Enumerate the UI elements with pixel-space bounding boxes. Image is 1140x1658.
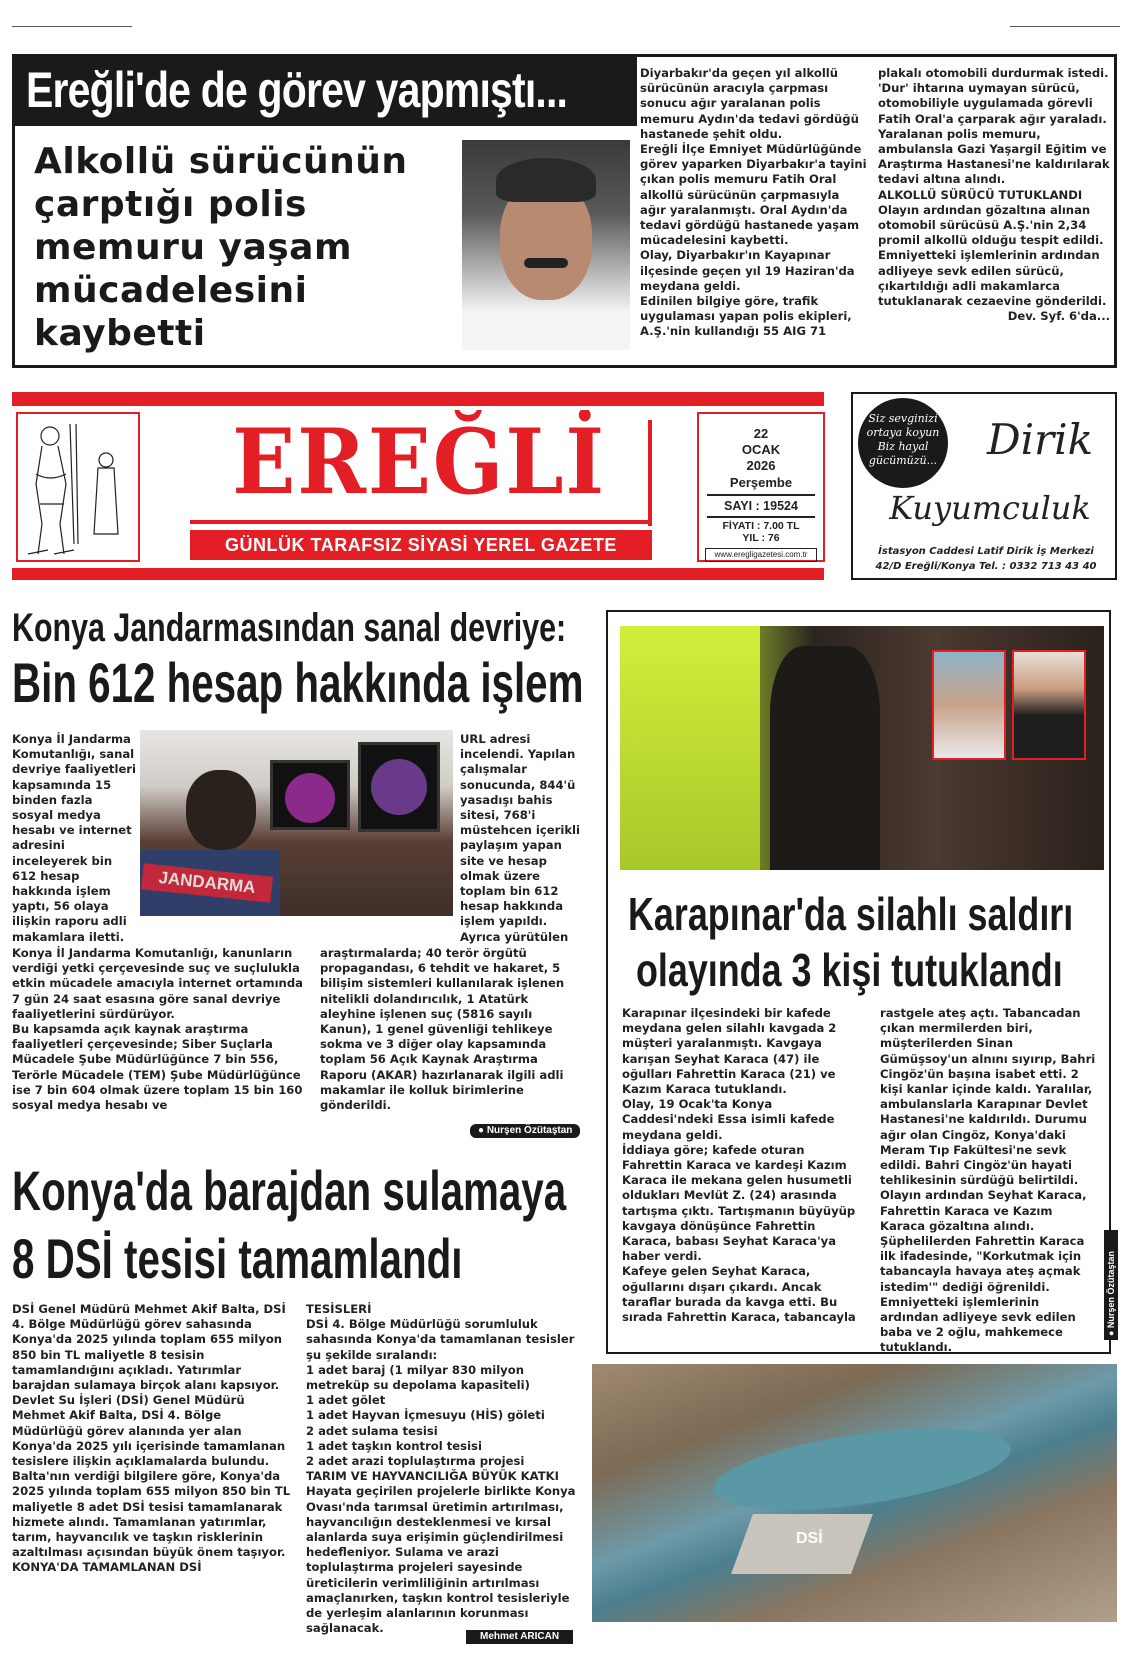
headline-line: mücadelesini (34, 270, 308, 311)
paragraph: Ereğli İlçe Emniyet Müdürlüğünde görev yaparken Diyarbakır'a tayini çıkan polis memuru Fatih Oral alkollü sürücünün çarpmasıyla ağır yaralanmıştı. Oral Aydın'da tedavi gördüğü hastanede yaşam mücadelesini kaybetti. (640, 142, 867, 248)
headline-line: çarptığı polis (34, 184, 307, 225)
list-item: 1 adet baraj (1 milyar 830 milyon metreküp su depolama kapasiteli) (306, 1362, 530, 1393)
jandarma-vest-label: JANDARMA (141, 863, 273, 902)
karapinar-byline: ● Nurşen Özütaştan (1104, 1230, 1118, 1340)
suspect-photo-2 (1012, 650, 1086, 760)
karapinar-headline-line-1[interactable]: Karapınar'da silahlı saldırı (628, 888, 1074, 940)
divider (707, 494, 815, 496)
paragraph: Bu kapsamda açık kaynak araştırma faaliyetleri çerçevesinde; Siber Suçlarla Mücadele Şube Müdürlüğünce 7 bin 556, Terörle Mücadele (TEM) Şube Müdürlüğünce ise 7 bin 604 olmak üzere toplam 15 bin 160 sosyal medya hesabı ve (12, 1022, 303, 1113)
kicker-text: Ereğli'de de görev yapmıştı... (26, 62, 568, 118)
dsi-headline-line-1[interactable]: Konya'da barajdan sulamaya (12, 1159, 567, 1222)
paragraph: Devlet Su İşleri (DSİ) Genel Müdürü Mehmet Akif Balta, DSİ 4. Bölge Müdürlüğü görev alanında yer alan Konya'da 2025 yılı içerisinde tamamlanan tesislere ilişkin açıklamalarda bulundu. (12, 1393, 286, 1469)
hittite-relief-logo (16, 412, 140, 562)
subheading: TESİSLERİ (306, 1302, 372, 1316)
suspect-photo-1 (932, 650, 1006, 760)
jandarma-kicker: Konya Jandarmasından sanal devriye: (12, 606, 567, 650)
ad-slogan-line: Biz hayal (877, 440, 929, 453)
paragraph: Konya İl Jandarma Komutanlığı, kanunların verdiği yetki çerçevesinde suç ve suçlulukla etkin mücadele amacıyla internet ortamında 7 gün 24 saat esasına göre sanal devriye faaliyetlerini sürdürüyor. (12, 946, 303, 1021)
dsi-headline-line-2[interactable]: 8 DSİ tesisi tamamlandı (12, 1227, 463, 1290)
paragraph: Balta'nın verdiği bilgilere göre, Konya'da 2025 yılında toplam 655 milyon 850 bin TL maliyetle 8 adet DSİ tesisi tamamlanarak hizmete alındı. Tamamlanan yatırımlar, tarım, hayvancılık ve taşkın risklerinin azaltılması açısından büyük önem taşıyor. (12, 1469, 291, 1560)
issue-info-box (697, 412, 825, 562)
headline-line: memuru yaşam (34, 227, 352, 268)
website-link[interactable]: www.eregligazetesi.com.tr (705, 548, 817, 562)
paragraph: Olay, 19 Ocak'ta Konya Caddesi'ndeki Essa isimli kafede meydana geldi. (622, 1097, 835, 1142)
newspaper-title[interactable] (196, 410, 642, 514)
dam-aerial-photo (592, 1364, 1117, 1622)
issue-number: SAYI : 19524 (724, 499, 798, 513)
title-underline (190, 520, 650, 524)
dam-label: DSİ (796, 1530, 823, 1547)
paragraph: Olayın ardından Seyhat Karaca, Fahrettin Karaca ve Kazım Karaca gözaltına alındı. Şüphelilerden Fahrettin Karaca ilk ifadesinde, "Korkutmak için tabancayla havaya ateş açmak istedim'" dediği öğrenildi. Emniyetteki işlemlerinin ardından adliyeye sevk edilen baba ve 2 oğlu, mahkemece tutuklandı. (880, 1188, 1087, 1355)
continued-link[interactable]: Dev. Syf. 6'da... (1007, 309, 1110, 324)
paragraph: rastgele ateş açtı. Tabancadan çıkan mermilerden biri, müşterilerden Sinan Gümüşsoy'un alnını sıyırıp, Bahri Cingöz'ün başına isabet etti. 2 kişi kanlar içinde kaldı. Yaralılar, ambulanslarla Karapınar Devlet Hastanesi'ne kaldırıldı. Durumu ağır olan Cingöz, Konya'daki Meram Tıp Fakültesi'ne sevk edildi. Bahri Cingöz'ün hayati tehlikesinin sürdüğü belirtildi. (880, 1006, 1096, 1188)
ad-address (860, 544, 1112, 574)
headline-line: Alkollü sürücünün (34, 141, 408, 182)
top-rule-left (12, 26, 132, 27)
list-item: 2 adet sulama tesisi (306, 1423, 438, 1438)
top-story-headline[interactable] (34, 140, 454, 355)
subheading: TARIM VE HAYVANCILIĞA BÜYÜK KATKI (306, 1469, 559, 1484)
dsi-column-1 (12, 1302, 292, 1576)
karapinar-column-1 (622, 1006, 867, 1325)
issue-year: 2026 (746, 458, 776, 473)
list-item: 2 adet arazi toplulaştırma projesi (306, 1454, 525, 1469)
headline-line: kaybetti (34, 313, 206, 354)
jandarma-headline[interactable]: Bin 612 hesap hakkında işlem (12, 651, 584, 714)
karapinar-column-2 (880, 1006, 1098, 1356)
top-story-kicker (12, 54, 637, 126)
jandarma-column-2: URL adresi incelendi. Yapılan çalışmalar sonucunda, 844'ü yasadışı bahis sitesi, 768'i müstehcen içerikli paylaşım yapan site ve hesap olmak üzere toplam bin 612 hesap hakkında işlem yapıldı. Ayrıca yürütülen (460, 732, 580, 944)
paragraph: DSİ Genel Müdürü Mehmet Akif Balta, DSİ 4. Bölge Müdürlüğü görev sahasında Konya'da 2025 yılında toplam 655 milyon 850 bin TL maliyetle 8 tesisin tamamlandığını açıkladı. Yatırımlar barajdan sulamaya birçok alanı kapsıyor. (12, 1302, 286, 1393)
byline-name: Nurşen Özütaştan (1106, 1251, 1116, 1329)
jandarma-photo (140, 730, 453, 916)
paragraph: plakalı otomobili durdurmak istedi. 'Dur' ihtarına uymayan sürücü, otomobiliyle uygulamada görevli Fatih Oral'a çarparak ağır yaraladı. Yaralanan polis memuru, ambulansla Gazi Yaşargil Eğitim ve Araştırma Hastanesi'ne kaldırılarak tedavi altına alındı. (878, 66, 1110, 187)
byline-name: Nurşen Özütaştan (486, 1125, 573, 1136)
issue-weekday: Perşembe (729, 475, 793, 490)
paragraph: DSİ 4. Bölge Müdürlüğü sorumluluk sahasında Konya'da tamamlanan tesisler şu şekilde sıralandı: (306, 1317, 575, 1362)
ad-address-line: İstasyon Caddesi Latif Dirik İş Merkezi (878, 546, 1094, 557)
paragraph: Hayata geçirilen projelerle birlikte Konya Ovası'nda tarımsal üretimin artırılması, hayvancılığın desteklenmesi ve kırsal alanlarda suya erişimin güçlendirilmesi hedefleniyor. Sulama ve arazi toplulaştırma projeleri sayesinde üreticilerin verimliliğinin artırılması amaçlanırken, taşkın kontrol tesisleriyle de yerleşim alanlarının korunması sağlanacak. (306, 1484, 576, 1636)
paragraph: Olayın ardından gözaltına alınan otomobil sürücüsü A.Ş.'nin 2,34 promil alkollü olduğu tespit edildi. Emniyetteki işlemlerinin ardından adliyeye sevk edilen sürücü, çıkartıldığı adli makamlarca tutuklanarak cezaevine gönderildi. (878, 202, 1107, 309)
officer-photo (462, 140, 630, 350)
issue-volume: YIL : 76 (742, 532, 780, 544)
incident-photo (620, 626, 1104, 870)
paragraph: Edinilen bilgiye göre, trafik uygulaması yapan polis ekipleri, A.Ş.'nin kullandığı 55 AIG 71 (640, 294, 852, 339)
paragraph: Diyarbakır'da geçen yıl alkollü sürücünün aracıyla çarpması sonucu ağır yaralanan polis memuru Aydın'da tedavi gördüğü hastanede şehit oldu. (640, 66, 859, 141)
paragraph: Olay, Diyarbakır'ın Kayapınar ilçesinde geçen yıl 19 Haziran'da meydana geldi. (640, 248, 855, 293)
dsi-column-2 (306, 1302, 582, 1636)
ad-slogan-circle (858, 398, 948, 488)
newspaper-slogan: GÜNLÜK TARAFSIZ SİYASİ YEREL GAZETE (190, 530, 652, 560)
top-story-column-2 (878, 66, 1110, 324)
jandarma-column-1: Konya İl Jandarma Komutanlığı, sanal devriye faaliyetleri kapsamında 15 binden fazla sosyal medya hesabı ve internet adresini inceleyerek bin 612 hesap hakkında işlem yaptı, 56 olaya ilişkin raporu adli makamlara iletti. (12, 732, 136, 944)
jandarma-byline: ● Nurşen Özütaştan (470, 1124, 580, 1138)
masthead-bottom-bar (12, 568, 824, 580)
issue-day: 22 (753, 426, 769, 441)
top-story-column-1 (640, 66, 868, 340)
list-item: 1 adet taşkın kontrol tesisi (306, 1438, 482, 1453)
ad-slogan-line: gücümüzü... (868, 454, 938, 467)
karapinar-headline-line-2[interactable]: olayında 3 kişi tutuklandı (636, 944, 1063, 996)
issue-month: OCAK (741, 442, 781, 457)
list-item: 1 adet gölet (306, 1393, 386, 1408)
masthead-top-bar (12, 392, 824, 406)
dsi-byline: Mehmet ARICAN (466, 1630, 573, 1644)
paragraph: İddiaya göre; kafede oturan Fahrettin Karaca ve kardeşi Kazım Karaca ile mekana gelen husumetli oldukları Mevlüt Z. (24) arasında tartışma çıktı. Tartışmanın büyüyüp kavgaya dönüşünce Fahrettin Karaca, babası Seyhat Karaca'ya haber verdi. (622, 1142, 856, 1264)
subheading: KONYA'DA TAMAMLANAN DSİ (12, 1560, 202, 1575)
subheading: ALKOLLÜ SÜRÜCÜ TUTUKLANDI (878, 187, 1083, 202)
jandarma-column-3 (12, 946, 312, 1113)
top-rule-right (1010, 26, 1120, 27)
ad-brand-name: Dirik (986, 415, 1094, 464)
ad-brand-type: Kuyumculuk (889, 489, 1091, 527)
ad-slogan-line: ortaya koyun (866, 426, 940, 439)
divider (707, 516, 815, 518)
ad-phone-line: 42/D Ereğli/Konya Tel. : 0332 713 43 40 (875, 561, 1097, 572)
ad-slogan-line: Siz sevginizi (868, 412, 938, 425)
paragraph: Karapınar ilçesindeki bir kafede meydana gelen silahlı kavgada 2 müşteri yaralanmıştı. Kavgaya karışan Seyhat Karaca (47) ile oğulları Fahrettin Karaca (21) ve Kazım Karaca tutuklandı. (622, 1006, 837, 1097)
paragraph: Kafeye gelen Seyhat Karaca, oğullarını dışarı çıkardı. Ancak taraflar burada da kavga etti. Bu sırada Fahrettin Karaca, tabancayla (622, 1264, 856, 1325)
newspaper-title-text: EREĞLİ (232, 410, 606, 514)
jandarma-column-4: araştırmalarda; 40 terör örgütü propagandası, 6 tehdit ve hakaret, 5 bilişim sistemleri kullanılarak işlenen nitelikli dolandırıcılık, 1 Atatürk aleyhine işlenen suç (5816 sayılı Kanun), 1 genel güvenliği tehlikeye sokma ve 3 diğer olay kapsamında toplam 56 Açık Kaynak Araştırma Raporu (AKAR) hazırlanarak ilgili adli makamlar ile kolluk birimlerine gönderildi. (320, 946, 565, 1113)
issue-price: FİYATI : 7.00 TL (722, 520, 800, 532)
title-sideline (648, 420, 652, 526)
list-item: 1 adet Hayvan İçmesuyu (HİS) göleti (306, 1408, 545, 1423)
